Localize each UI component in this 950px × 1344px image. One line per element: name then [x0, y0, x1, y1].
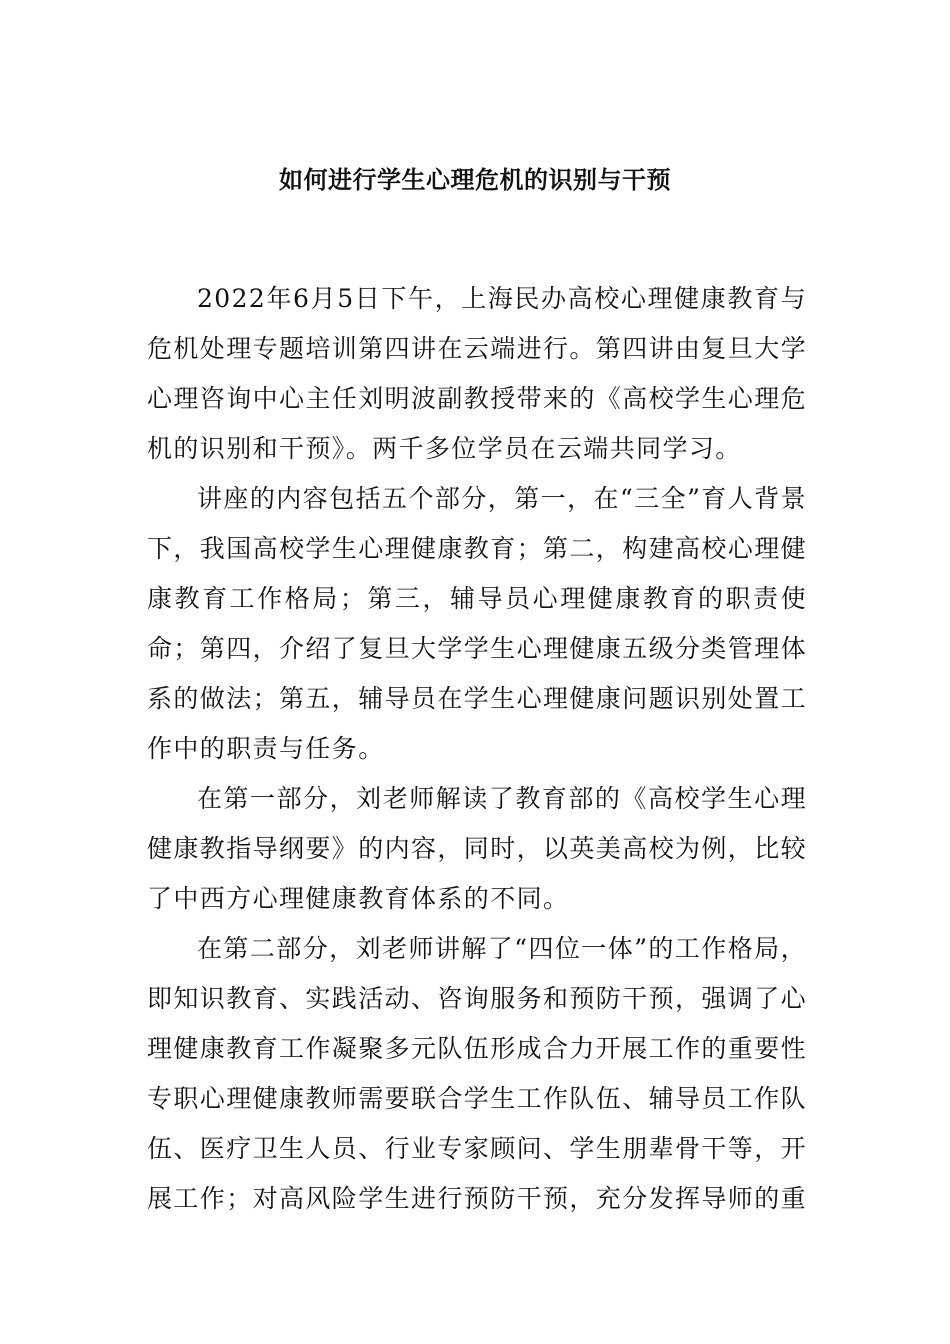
paragraph-1: 2022年6月5日下午，上海民办高校心理健康教育与危机处理专题培训第四讲在云端进行。第四讲由复旦大学心理咨询中心主任刘明波副教授带来的《高校学生心理危机的识别和干预》。两千多位学员在云端共同学习。	[147, 284, 808, 463]
document-title: 如何进行学生心理危机的识别与干预	[279, 165, 671, 194]
paragraph-3: 在第一部分，刘老师解读了教育部的《高校学生心理健康教指导纲要》的内容，同时，以英美高校为例，比较了中西方心理健康教育体系的不同。	[147, 784, 808, 913]
document-body	[147, 274, 807, 1224]
paragraph-2: 讲座的内容包括五个部分，第一，在“三全”育人背景下，我国高校学生心理健康教育；第二，构建高校心理健康教育工作格局；第三，辅导员心理健康教育的职责使命；第四，介绍了复旦大学学生心理健康五级分类管理体系的做法；第五，辅导员在学生心理健康问题识别处置工作中的职责与任务。	[147, 484, 808, 763]
paragraph-4: 在第二部分，刘老师讲解了“四位一体”的工作格局，即知识教育、实践活动、咨询服务和预防干预，强调了心理健康教育工作凝聚多元队伍形成合力开展工作的重要性专职心理健康教师需要联合学生工作队伍、辅导员工作队伍、医疗卫生人员、行业专家顾问、学生朋辈骨干等，开展工作；对高风险学生进行预防干预，充分发挥导师的重	[147, 934, 808, 1213]
